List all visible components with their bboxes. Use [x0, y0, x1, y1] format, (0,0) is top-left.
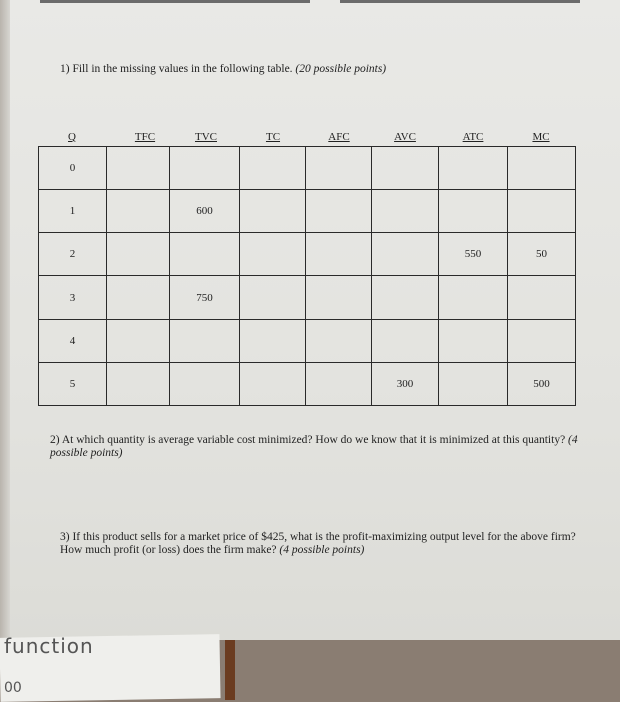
cell-tc[interactable] — [240, 190, 306, 233]
question-2-number: 2) — [50, 434, 60, 446]
question-1-text: Fill in the missing values in the following table. — [72, 63, 293, 75]
table-row — [39, 190, 576, 233]
cell-mc[interactable] — [508, 319, 576, 362]
cell-tc[interactable] — [240, 319, 306, 362]
question-2 — [50, 434, 590, 460]
cell-afc[interactable] — [306, 276, 372, 319]
cell-q: 0 — [39, 147, 107, 190]
cell-afc[interactable] — [306, 362, 372, 405]
cell-tvc[interactable] — [170, 233, 240, 276]
table-row — [39, 233, 576, 276]
question-1 — [60, 63, 386, 75]
question-2-points: (4 possible points) — [50, 434, 578, 459]
cell-avc[interactable] — [372, 190, 439, 233]
cell-mc[interactable]: 50 — [508, 233, 576, 276]
cell-tvc[interactable] — [170, 147, 240, 190]
question-1-number: 1) — [60, 63, 70, 75]
cell-afc[interactable] — [306, 233, 372, 276]
cell-tc[interactable] — [240, 147, 306, 190]
header-tvc: TVC — [195, 131, 217, 143]
cell-mc[interactable] — [508, 190, 576, 233]
cell-afc[interactable] — [306, 190, 372, 233]
top-rule-right — [340, 0, 580, 3]
question-2-text: At which quantity is average variable cost minimized? How do we know that it is minimized at this quantity? — [61, 434, 566, 446]
cell-mc[interactable]: 500 — [508, 362, 576, 405]
cell-atc[interactable] — [439, 190, 508, 233]
cell-tvc[interactable] — [170, 362, 240, 405]
binder-edge — [0, 0, 10, 640]
cell-avc[interactable] — [372, 233, 439, 276]
cell-atc[interactable] — [439, 362, 508, 405]
header-avc: AVC — [394, 131, 416, 143]
cell-avc[interactable]: 300 — [372, 362, 439, 405]
cell-atc[interactable] — [439, 276, 508, 319]
cell-tfc[interactable] — [107, 276, 170, 319]
top-rule-left — [40, 0, 310, 3]
question-3-number: 3) — [60, 531, 70, 543]
table-row — [39, 362, 576, 405]
cell-tvc[interactable] — [170, 319, 240, 362]
cell-atc[interactable] — [439, 147, 508, 190]
cell-mc[interactable] — [508, 147, 576, 190]
question-3 — [60, 531, 600, 557]
cell-avc[interactable] — [372, 276, 439, 319]
cell-avc[interactable] — [372, 147, 439, 190]
cell-atc[interactable]: 550 — [439, 233, 508, 276]
header-atc: ATC — [462, 131, 484, 143]
header-tfc: TFC — [134, 131, 156, 143]
cell-mc[interactable] — [508, 276, 576, 319]
header-mc: MC — [532, 131, 550, 143]
cell-tc[interactable] — [240, 233, 306, 276]
cell-tc[interactable] — [240, 362, 306, 405]
header-q: Q — [68, 131, 76, 143]
question-3-points: (4 possible points) — [279, 544, 365, 556]
table-row — [39, 276, 576, 319]
cell-tfc[interactable] — [107, 190, 170, 233]
cell-q: 1 — [39, 190, 107, 233]
header-tc: TC — [265, 131, 281, 143]
cell-q: 4 — [39, 319, 107, 362]
header-afc: AFC — [328, 131, 350, 143]
cell-tfc[interactable] — [107, 319, 170, 362]
cell-tvc[interactable]: 600 — [170, 190, 240, 233]
cell-q: 2 — [39, 233, 107, 276]
table-row — [39, 319, 576, 362]
table-row — [39, 147, 576, 190]
cell-tfc[interactable] — [107, 233, 170, 276]
question-3-text: If this product sells for a market price of $425, what is the profit-maximizing output level for the above firm? How much profit (or loss) does the firm make? — [60, 531, 576, 556]
cell-tfc[interactable] — [107, 362, 170, 405]
cell-q: 5 — [39, 362, 107, 405]
cell-afc[interactable] — [306, 147, 372, 190]
question-1-points: (20 possible points) — [295, 63, 387, 75]
cell-afc[interactable] — [306, 319, 372, 362]
cell-tvc[interactable]: 750 — [170, 276, 240, 319]
cell-tfc[interactable] — [107, 147, 170, 190]
handwritten-word: function — [4, 634, 94, 658]
pen — [225, 640, 235, 700]
cell-q: 3 — [39, 276, 107, 319]
cell-avc[interactable] — [372, 319, 439, 362]
cell-tc[interactable] — [240, 276, 306, 319]
cost-table — [38, 146, 576, 406]
handwritten-number: 00 — [4, 680, 22, 696]
cell-atc[interactable] — [439, 319, 508, 362]
